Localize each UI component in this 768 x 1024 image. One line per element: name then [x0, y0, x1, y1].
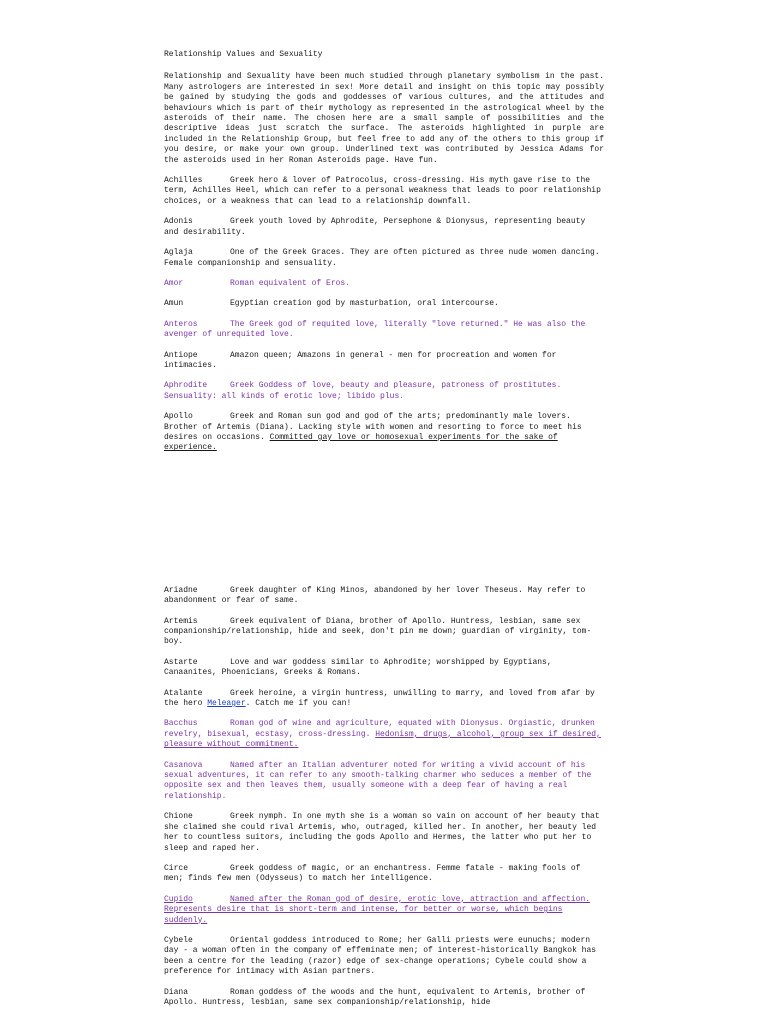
entry-text: Greek daughter of King Minos, abandoned by her lover Theseus. May refer to abandonment or fear of same.: [164, 585, 586, 606]
entry-name: Diana: [164, 987, 189, 997]
entry-name: Apollo: [164, 412, 193, 422]
entry-text: Love and war goddess similar to Aphrodite; worshipped by Egyptians, Canaanites, Phoenicians, Greeks & Romans.: [164, 657, 552, 678]
entry-text: Greek goddess of magic, or an enchantress. Femme fatale - making fools of men; finds few men (Odysseus) to match her intelligence.: [164, 863, 581, 884]
page-break-gap: [164, 464, 604, 586]
entry-underlined-text: Hedonism, drugs, alcohol, group sex if desired, pleasure without commitment.: [164, 729, 601, 750]
entry-underlined-text: Committed gay love or homosexual experiments for the sake of experience.: [164, 432, 558, 453]
entry-name: Adonis: [164, 217, 193, 227]
entry-name: Artemis: [164, 616, 198, 626]
entry-text: Egyptian creation god by masturbation, oral intercourse.: [230, 299, 499, 309]
entry-anteros: [164, 320, 604, 341]
entry-text: Greek and Roman sun god and god of the arts; predominantly male lovers. Brother of Artemis (Diana). Lacking style with women and resorting to force to meet his desires on occasions.: [164, 412, 582, 442]
entry-name: Casanova: [164, 760, 203, 770]
entry-atalante: [164, 689, 604, 710]
entry-name: Amor: [164, 278, 184, 288]
entry-ariadne: [164, 586, 604, 607]
meleager-link[interactable]: Meleager: [207, 699, 246, 709]
entry-text: Named after the Roman god of desire, erotic love, attraction and affection. Represents desire that is short-term and intense, for better or worse, which begins suddenly.: [164, 894, 591, 925]
entry-adonis: [164, 217, 604, 238]
entry-chione: [164, 812, 604, 854]
entry-astarte: [164, 658, 604, 679]
entry-name: Aphrodite: [164, 381, 208, 391]
entry-text: Oriental goddess introduced to Rome; her Galli priests were eunuchs; modern day - a woman often in the company of effeminate men; of interest-historically Bangkok has been a centre for the leading (razor) edge of sex-change operations; Cybele could show a preference for intimacy with Asian partners.: [164, 935, 597, 977]
entry-name: Circe: [164, 863, 189, 873]
document-title: Relationship Values and Sexuality: [164, 50, 323, 59]
entry-casanova: [164, 761, 604, 803]
entry-text: The Greek god of requited love, literally "love returned." He was also the avenger of unrequited love.: [164, 319, 586, 340]
entry-amun: [164, 299, 604, 309]
document-page: [164, 50, 604, 1018]
entry-text: Greek hero & lover of Patrocolus, cross-dressing. His myth gave rise to the term, Achilles Heel, which can refer to a personal weakness that leads to poor relationship choices, or a weakness that can lead to a relationship downfall.: [164, 176, 601, 206]
entry-apollo: [164, 412, 604, 454]
entry-text: Roman god of wine and agriculture, equated with Dionysus. Orgiastic, drunken revelry, bisexual, ecstasy, cross-dressing.: [164, 719, 595, 739]
entry-aphrodite: [164, 381, 604, 402]
entry-artemis: [164, 617, 604, 648]
entry-name: Atalante: [164, 688, 203, 698]
entry-antiope: [164, 351, 604, 372]
entry-name: Achilles: [164, 176, 203, 186]
entry-text: One of the Greek Graces. They are often pictured as three nude women dancing. Female companionship and sensuality.: [164, 248, 600, 268]
entry-name: Astarte: [164, 657, 198, 667]
entry-text: Greek heroine, a virgin huntress, unwilling to marry, and loved from afar by the hero: [164, 688, 595, 709]
entry-text: Roman goddess of the woods and the hunt, equivalent to Artemis, brother of Apollo. Huntress, lesbian, same sex companionship/relationship, hide: [164, 987, 586, 1007]
entry-name: Antiope: [164, 350, 198, 360]
entry-achilles: [164, 176, 604, 207]
entry-aglaja: [164, 248, 604, 269]
entry-text: Greek nymph. In one myth she is a woman so vain on account of her beauty that she claimed she could rival Artemis, who, outraged, killed her. In another, her beauty led her to countless suitors, including the gods Apollo and Hermes, the latter who put her to sleep and raped her.: [164, 812, 600, 853]
entry-circe: [164, 864, 604, 885]
entry-text-after: . Catch me if you can!: [245, 699, 352, 709]
entry-text: Greek equivalent of Diana, brother of Apollo. Huntress, lesbian, same sex companionship/relationship, hide and seek, don't pin me down; guardian of virginity, tom-boy.: [164, 616, 592, 647]
entry-cupido: [164, 895, 604, 926]
intro-paragraph: Relationship and Sexuality have been much studied through planetary symbolism in the past. Many astrologers are interested in sex! More detail and insight on this topic may possibly be gained by studying the gods and goddesses of various cultures, and the attitudes and behaviours which is part of their mythology as represented in the astrological wheel by the asteroids of their name. The chosen here are a small sample of possibilities and the descriptive ideas just scratch the surface. The asteroids highlighted in purple are included in the Relationship Group, but feel free to add any of the others to this group if you desire, or make your own group. Underlined text was contributed by Jessica Adams for the asteroids used in her Roman Asteroids page. Have fun.: [164, 72, 604, 165]
entry-cybele: [164, 936, 604, 978]
entry-text: Greek youth loved by Aphrodite, Persephone & Dionysus, representing beauty and desirability.: [164, 217, 586, 237]
entry-name: Ariadne: [164, 585, 198, 595]
entry-amor: [164, 279, 604, 289]
entry-name: Anteros: [164, 319, 198, 329]
entry-name: Chione: [164, 812, 193, 822]
entry-name: Cybele: [164, 935, 193, 945]
entry-bacchus: [164, 719, 604, 750]
entry-name: Bacchus: [164, 719, 198, 729]
entry-name: Cupido: [164, 894, 193, 904]
entry-diana: [164, 988, 604, 1009]
entry-name: Amun: [164, 299, 184, 309]
entry-name: Aglaja: [164, 248, 193, 258]
entry-text: Named after an Italian adventurer noted for writing a vivid account of his sexual adventures, it can refer to any smooth-talking charmer who seduces a member of the opposite sex and then leaves them, usually someone with a deep fear of having a real relationship.: [164, 760, 592, 801]
entry-text: Amazon queen; Amazons in general - men for procreation and women for intimacies.: [164, 350, 557, 370]
entry-text: Greek Goddess of love, beauty and pleasure, patroness of prostitutes. Sensuality: all kinds of erotic love; libido plus.: [164, 381, 562, 401]
entry-text: Roman equivalent of Eros.: [230, 278, 351, 288]
